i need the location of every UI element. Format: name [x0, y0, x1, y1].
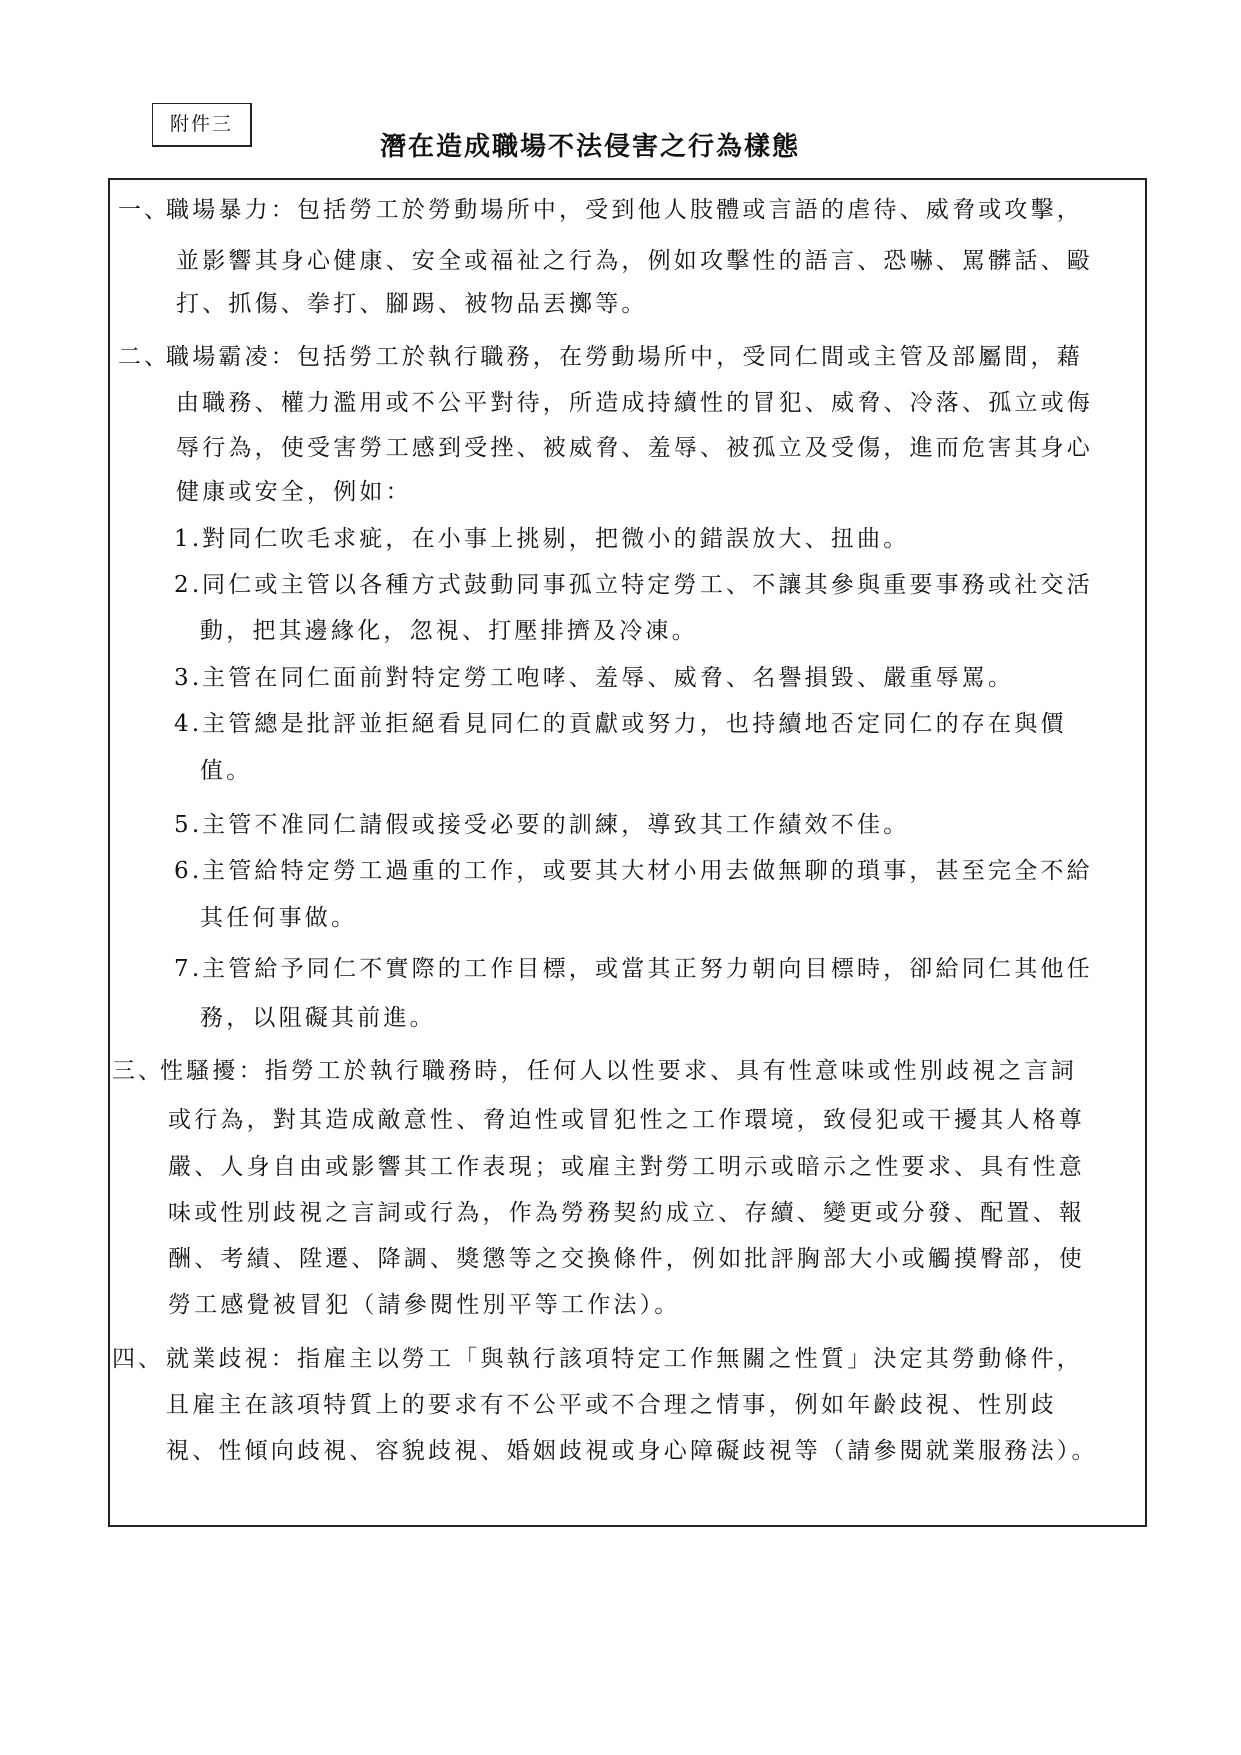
section-line: 嚴、人身自由或影響其工作表現；或雇主對勞工明示或暗示之性要求、具有性意 — [168, 1154, 1085, 1180]
section-line: 視、性傾向歧視、容貌歧視、婚姻歧視或身心障礙歧視等（請參閱就業服務法）。 — [166, 1438, 1098, 1464]
section-line: 打、抓傷、拳打、腳踢、被物品丟擲等。 — [176, 291, 648, 317]
section-line: 職場暴力：包括勞工於勞動場所中，受到他人肢體或言語的虐待、威脅或攻擊， — [166, 197, 1083, 223]
item-number: 1. — [174, 526, 203, 552]
section-line: 性騷擾：指勞工於執行職務時，任何人以性要求、具有性意味或性別歧視之言詞 — [160, 1058, 1077, 1084]
section-line: 或行為，對其造成敵意性、脅迫性或冒犯性之工作環境，致侵犯或干擾其人格尊 — [168, 1107, 1085, 1133]
item-line: 動，把其邊緣化，忽視、打壓排擠及冷凍。 — [200, 618, 698, 644]
section-marker: 一、 — [118, 197, 170, 223]
item-line: 主管不准同仁請假或接受必要的訓練，導致其工作績效不佳。 — [202, 812, 910, 838]
section-line: 就業歧視：指雇主以勞工「與執行該項特定工作無關之性質」決定其勞動條件， — [166, 1346, 1083, 1372]
item-line: 其任何事做。 — [200, 905, 358, 931]
item-line: 值。 — [200, 758, 253, 784]
item-line: 主管給特定勞工過重的工作，或要其大材小用去做無聊的瑣事，甚至完全不給 — [202, 858, 1093, 884]
section-marker: 二、 — [118, 344, 170, 370]
section-line: 職場霸凌：包括勞工於執行職務，在勞動場所中，受同仁間或主管及部屬間，藉 — [166, 344, 1083, 370]
item-line: 主管總是批評並拒絕看見同仁的貢獻或努力，也持續地否定同仁的存在與價 — [202, 711, 1067, 737]
item-line: 務，以阻礙其前進。 — [200, 1005, 436, 1031]
section-line: 且雇主在該項特質上的要求有不公平或不合理之情事，例如年齡歧視、性別歧 — [166, 1392, 1057, 1418]
item-number: 6. — [174, 858, 203, 884]
item-line: 同仁或主管以各種方式鼓動同事孤立特定勞工、不讓其參與重要事務或社交活 — [202, 572, 1093, 598]
item-number: 2. — [174, 572, 203, 598]
section-line: 味或性別歧視之言詞或行為，作為勞務契約成立、存續、變更或分發、配置、報 — [168, 1200, 1085, 1226]
section-line: 健康或安全，例如： — [176, 479, 412, 505]
section-line: 酬、考績、陞遷、降調、獎懲等之交換條件，例如批評胸部大小或觸摸臀部，使 — [168, 1246, 1085, 1272]
item-number: 3. — [174, 665, 203, 691]
item-line: 對同仁吹毛求疵，在小事上挑剔，把微小的錯誤放大、扭曲。 — [202, 526, 910, 552]
item-number: 4. — [174, 711, 203, 737]
item-line: 主管給予同仁不實際的工作目標，或當其正努力朝向目標時，卻給同仁其他任 — [202, 956, 1093, 982]
attachment-label: 附件三 — [152, 103, 252, 147]
item-line: 主管在同仁面前對特定勞工咆哮、羞辱、威脅、名譽損毀、嚴重辱罵。 — [202, 665, 1015, 691]
section-line: 辱行為，使受害勞工感到受挫、被威脅、羞辱、被孤立及受傷，進而危害其身心 — [176, 435, 1093, 461]
page-title: 潛在造成職場不法侵害之行為樣態 — [380, 132, 801, 162]
section-marker: 三、 — [112, 1058, 164, 1084]
content-box — [108, 178, 1147, 1527]
item-number: 5. — [174, 812, 203, 838]
section-marker: 四、 — [112, 1346, 164, 1372]
section-line: 並影響其身心健康、安全或福祉之行為，例如攻擊性的語言、恐嚇、罵髒話、毆 — [176, 248, 1093, 274]
section-line: 由職務、權力濫用或不公平對待，所造成持續性的冒犯、威脅、冷落、孤立或侮 — [176, 390, 1093, 416]
section-line: 勞工感覺被冒犯（請參閱性別平等工作法）。 — [168, 1292, 681, 1318]
item-number: 7. — [174, 956, 203, 982]
